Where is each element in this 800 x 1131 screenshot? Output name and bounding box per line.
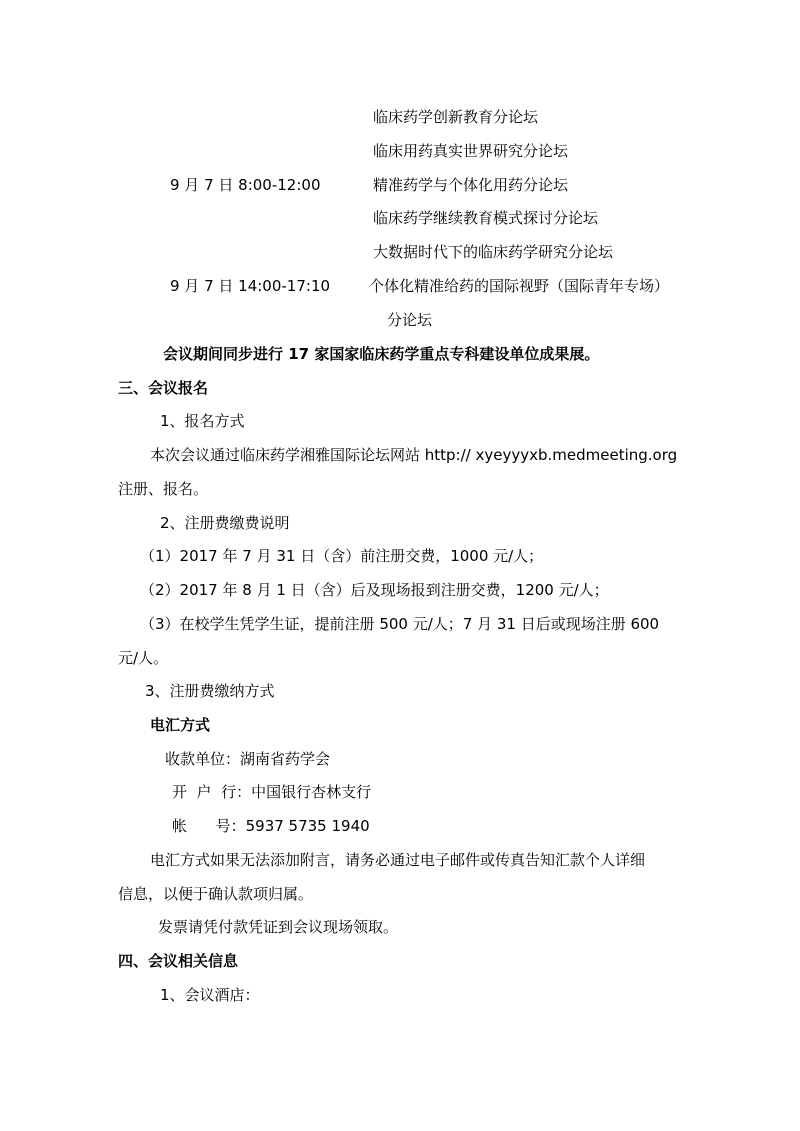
schedule-time-morning: 9 月 7 日 8:00-12:00 bbox=[170, 176, 321, 194]
forum-item: 临床用药真实世界研究分论坛 bbox=[373, 142, 569, 160]
bank-info: 开 户 行：中国银行杏林支行 bbox=[172, 783, 372, 801]
forum-item: 大数据时代下的临床药学研究分论坛 bbox=[373, 243, 614, 261]
forum-item: 精准药学与个体化用药分论坛 bbox=[373, 176, 569, 194]
registration-text-continued: 注册、报名。 bbox=[118, 480, 209, 498]
registration-text: 本次会议通过临床药学湘雅国际论坛网站 http:// xyeyyyxb.medmeeting.org bbox=[150, 446, 678, 464]
forum-item-continued: 分论坛 bbox=[387, 311, 433, 329]
fee-item: （1）2017 年 7 月 31 日（含）前注册交费，1000 元/人； bbox=[140, 547, 544, 565]
invoice-note: 发票请凭付款凭证到会议现场领取。 bbox=[158, 918, 399, 936]
wire-transfer-title: 电汇方式 bbox=[150, 716, 211, 734]
section-heading-registration: 三、会议报名 bbox=[118, 379, 209, 397]
subsection-title-payment: 3、注册费缴纳方式 bbox=[145, 682, 275, 700]
subsection-title-fees: 2、注册费缴费说明 bbox=[160, 514, 290, 532]
fee-item-continued: 元/人。 bbox=[118, 649, 169, 667]
subsection-title-hotel: 1、会议酒店： bbox=[160, 986, 260, 1004]
fee-item: （2）2017 年 8 月 1 日（含）后及现场报到注册交费，1200 元/人； bbox=[140, 581, 609, 599]
wire-note: 电汇方式如果无法添加附言，请务必通过电子邮件或传真告知汇款个人详细 bbox=[150, 851, 646, 869]
account-info: 帐 号：5937 5735 1940 bbox=[172, 817, 370, 835]
payee-info: 收款单位：湖南省药学会 bbox=[165, 750, 331, 768]
forum-item: 临床药学继续教育模式探讨分论坛 bbox=[373, 209, 599, 227]
subsection-title-method: 1、报名方式 bbox=[160, 412, 245, 430]
section-heading-info: 四、会议相关信息 bbox=[118, 952, 239, 970]
forum-item: 个体化精准给药的国际视野（国际青年专场） bbox=[369, 277, 670, 295]
fee-item: （3）在校学生凭学生证，提前注册 500 元/人；7 月 31 日后或现场注册 600 bbox=[140, 615, 660, 633]
wire-note-continued: 信息，以便于确认款项归属。 bbox=[118, 885, 314, 903]
schedule-time-afternoon: 9 月 7 日 14:00-17:10 bbox=[170, 277, 331, 295]
forum-item: 临床药学创新教育分论坛 bbox=[373, 108, 539, 126]
exhibition-note: 会议期间同步进行 17 家国家临床药学重点专科建设单位成果展。 bbox=[163, 345, 600, 363]
